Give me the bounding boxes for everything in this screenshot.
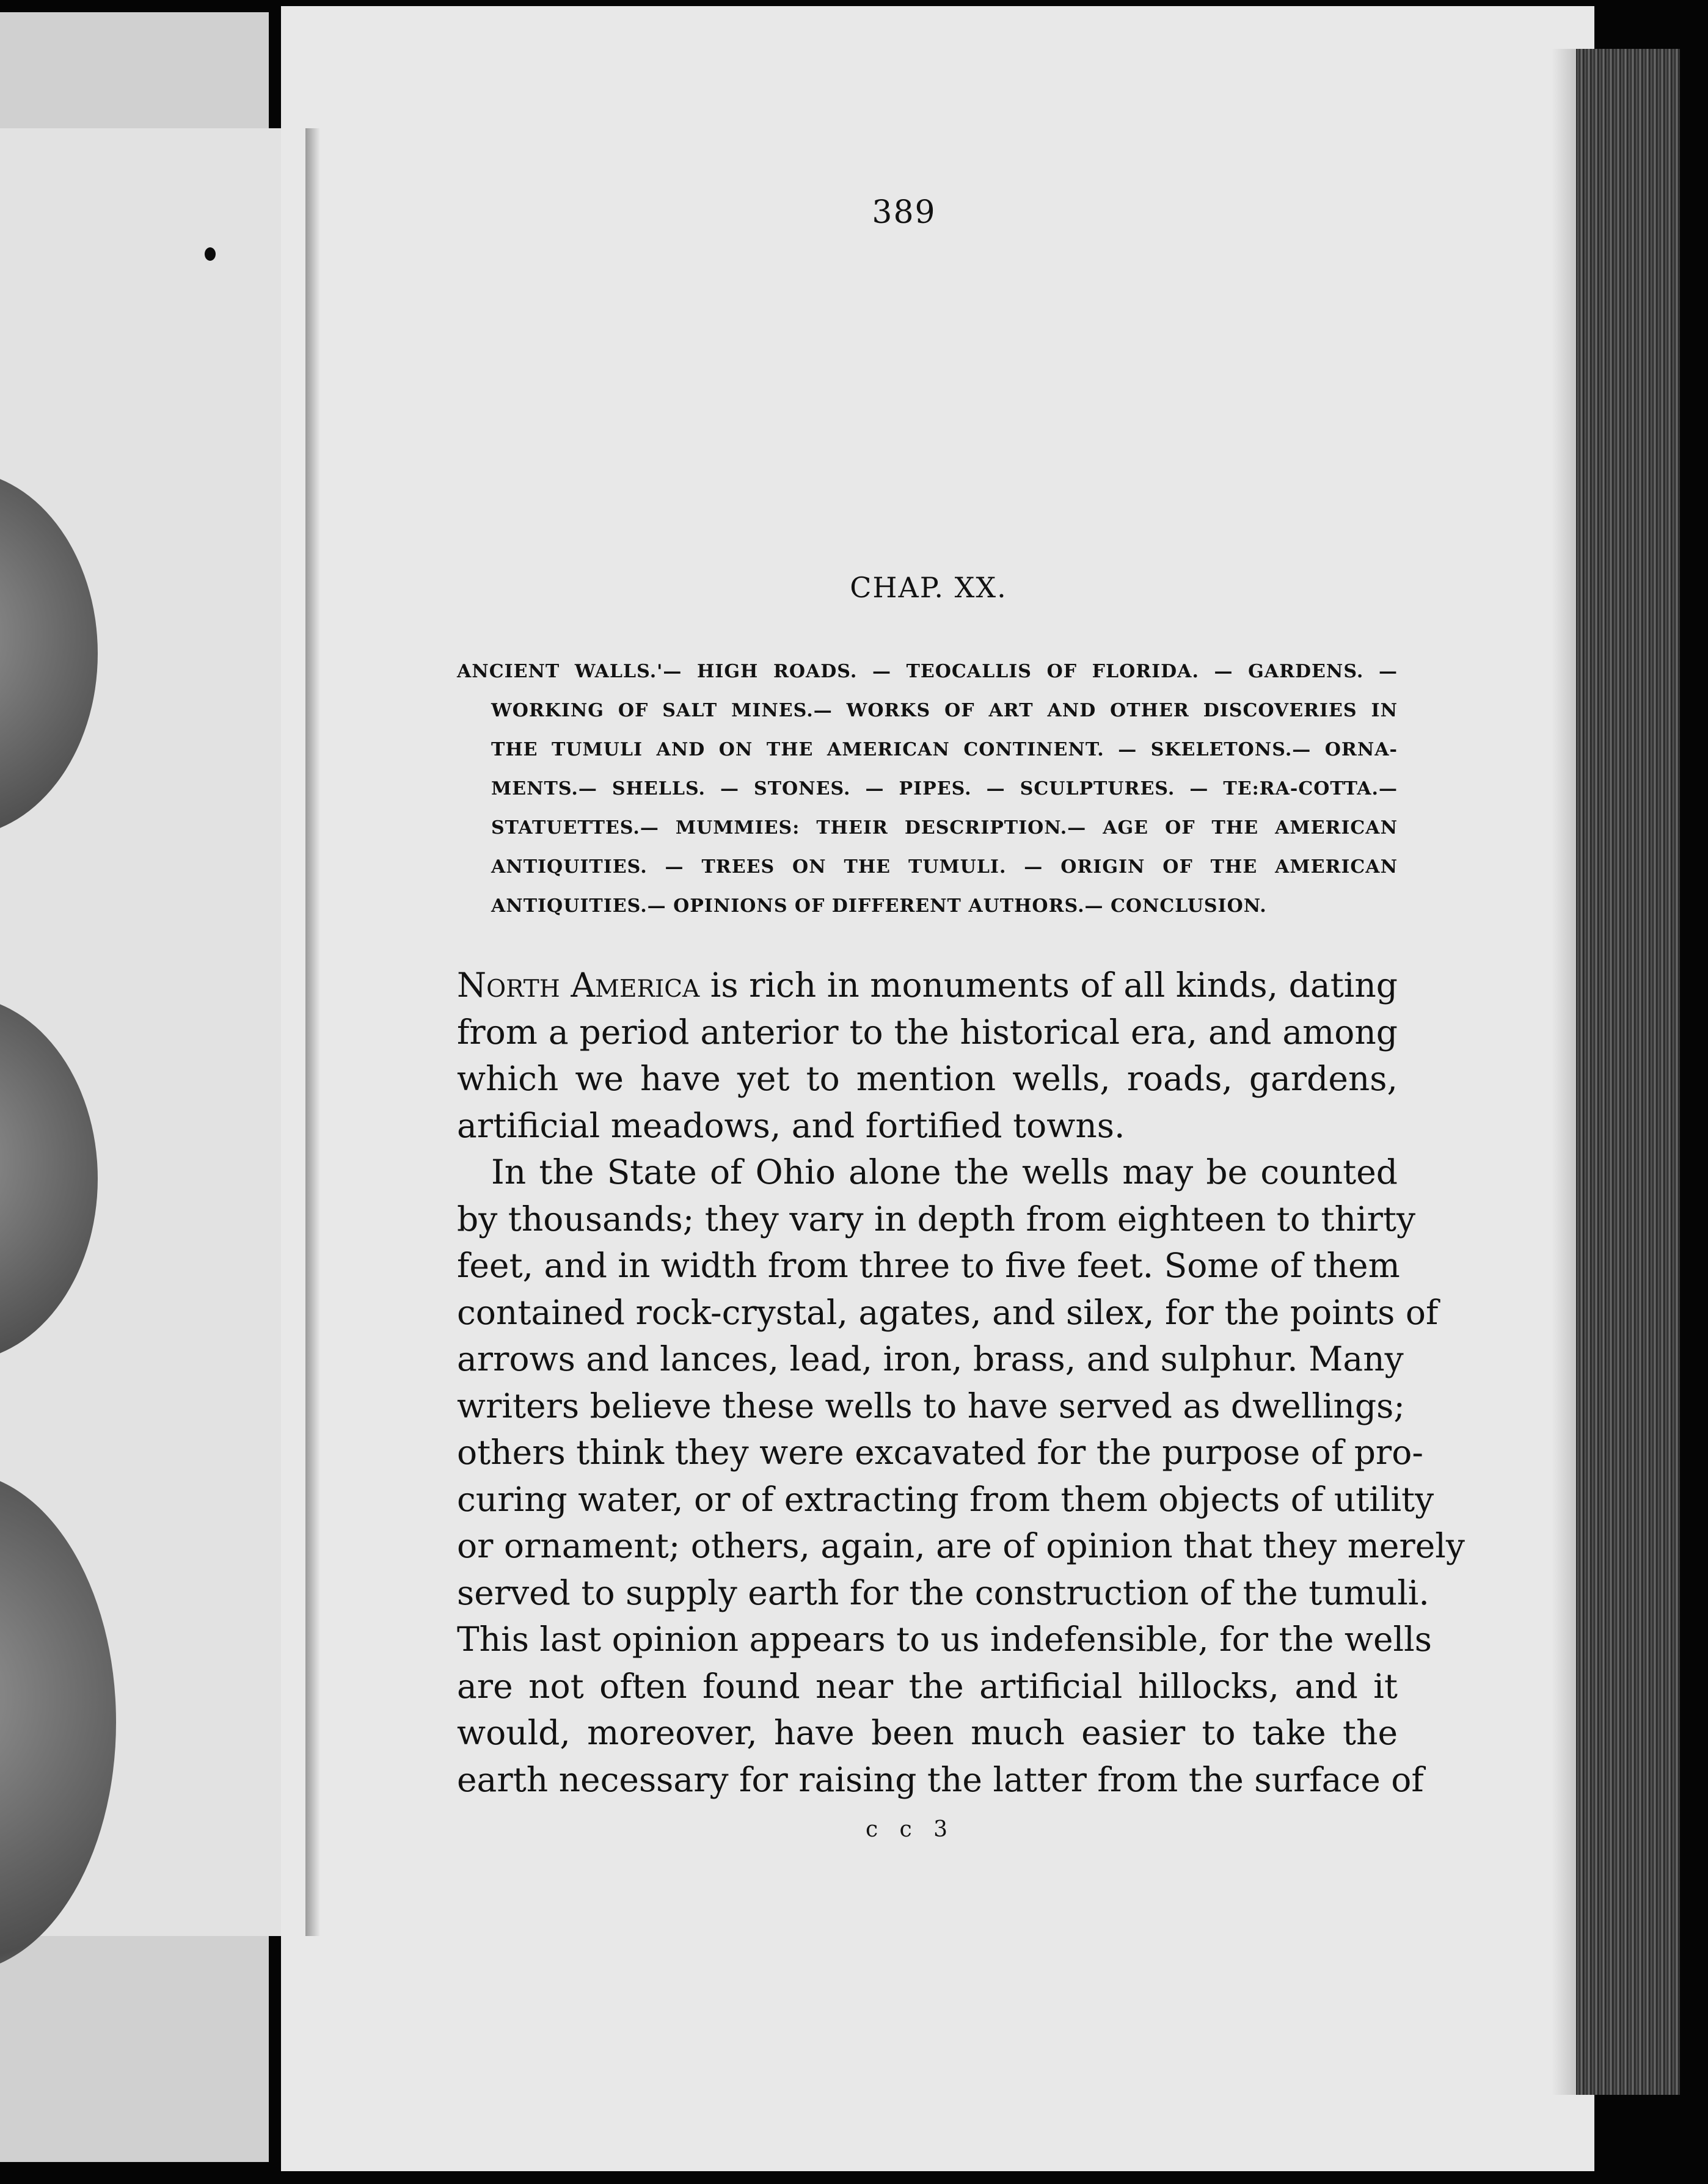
signature-mark: c c 3 [865,1817,955,1842]
ink-speck [205,247,216,261]
body-line: earth necessary for raising the latter from the surface of [457,1760,1424,1799]
body-line: This last opinion appears to us indefensible, for the wells [457,1620,1432,1659]
summary-line: MENTS.— SHELLS. — STONES. — PIPES. — SCULPTURES. — TE:RA-COTTA.— [491,778,1398,799]
body-line: arrows and lances, lead, iron, brass, and sulphur. Many [457,1339,1404,1378]
summary-line: THE TUMULI AND ON THE AMERICAN CONTINENT. — SKELETONS.— ORNA- [491,739,1398,760]
body-line-text: is rich in monuments of all kinds, dating [699,966,1398,1005]
body-line: writers believe these wells to have served as dwellings; [457,1386,1405,1425]
summary-line: STATUETTES.— MUMMIES: THEIR DESCRIPTION.— AGE OF THE AMERICAN [491,817,1398,839]
book-fore-edge [1576,49,1680,2095]
body-line: are not often found near the artificial hillocks, and it [457,1666,1398,1706]
plate-illustration-top [0,470,98,837]
body-line: which we have yet to mention wells, roads, gardens, [457,1059,1398,1098]
summary-line: ANTIQUITIES. — TREES ON THE TUMULI. — ORIGIN OF THE AMERICAN [491,856,1398,878]
facing-plate-page [0,128,312,1936]
page-gutter-shadow [305,128,320,1936]
body-text [457,962,1465,1803]
body-line: would, moreover, have been much easier to take the [457,1713,1398,1752]
body-line: served to supply earth for the construction of the tumuli. [457,1573,1429,1612]
body-line: from a period anterior to the historical era, and among [457,1012,1398,1052]
body-line: curing water, or of extracting from them objects of utility [457,1479,1434,1519]
plate-illustration-bottom [0,1472,116,1973]
body-line: contained rock-crystal, agates, and silex, for the points of [457,1292,1439,1332]
plate-illustration-middle [0,996,98,1362]
body-line: or ornament; others, again, are of opinion that they merely [457,1526,1465,1565]
body-line: feet, and in width from three to five feet. Some of them [457,1246,1400,1285]
body-line [457,962,1398,1009]
body-line: others think they were excavated for the purpose of pro- [457,1433,1423,1472]
body-line: by thousands; they vary in depth from eighteen to thirty [457,1199,1416,1239]
page-number: 389 [872,194,936,231]
body-line: artificial meadows, and fortified towns. [457,1105,1125,1145]
summary-line: WORKING OF SALT MINES.— WORKS OF ART AND OTHER DISCOVERIES IN [491,700,1398,721]
opening-words: North America [457,966,700,1005]
summary-line: ANTIQUITIES.— OPINIONS OF DIFFERENT AUTHORS.— CONCLUSION. [491,895,1267,917]
body-line: In the State of Ohio alone the wells may be counted [491,1152,1398,1192]
summary-line: ANCIENT WALLS.'— HIGH ROADS. — TEOCALLIS OF FLORIDA. — GARDENS. — [457,661,1398,682]
chapter-title: CHAP. XX. [850,571,1007,604]
chapter-summary [457,652,1398,926]
